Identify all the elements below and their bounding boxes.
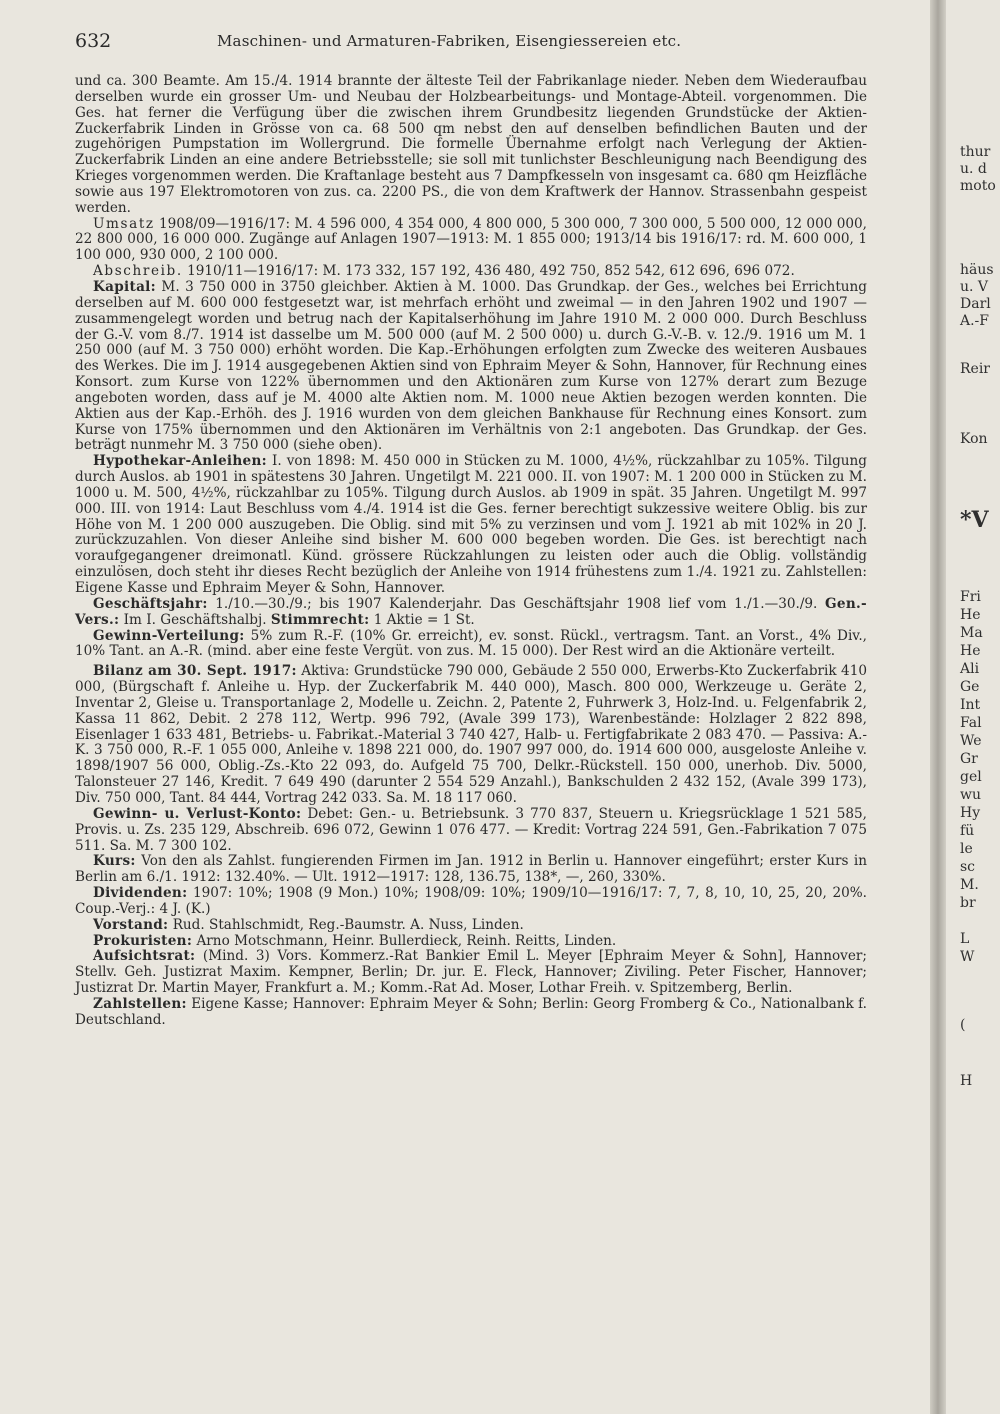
paragraph-gewinn-verlust [75,807,867,855]
paragraph-intro [75,74,867,217]
article-body [75,74,867,1029]
fragment: fü [960,823,975,839]
paragraph-kapital [75,280,867,454]
section-label: Kapital: [93,278,156,295]
paragraph-text: Von den als Zahlst. fungierenden Firmen im Jan. 1912 in Berlin u. Hannover eingeführt; erster Kurs in Berlin am 6./1. 1912: 132.40%. — Ult. 1912—1917: 128, 136.75, 138*, —, 260, 330%. [75,853,867,886]
section-label: Gewinn-Verteilung: [93,627,245,644]
book-gutter [930,0,946,1414]
fragment: thur [960,144,991,160]
fragment: u. d [960,161,987,177]
paragraph-text: Rud. Stahlschmidt, Reg.-Baumstr. A. Nuss, Linden. [168,916,524,933]
paragraph-text: Aktiva: Grundstücke 790 000, Gebäude 2 550 000, Erwerbs-Kto Zuckerfabrik 410 000, (Bürgschaft f. Anleihe u. Hyp. der Zuckerfabrik M. 440 000), Masch. 800 000, Werkzeuge u. Geräte 2, Inventar 2, Gleise u. Transportanlage 2, Modelle u. Zeichn. 2, Patente 2, Fuhrwerk 3, Holz-Ind. u. Felgenfabrik 2, Kassa 11 862, Debit. 2 278 112, Wertp. 996 792, (Avale 399 173), Warenbestände: Holzlager 2 822 898, Eisenlager 1 633 481, Betriebs- u. Fabrikat.-Material 3 740 427, Halb- u. Fertigfabrikate 2 083 470. — Passiva: A.-K. 3 750 000, R.-F. 1 055 000, Anleihe v. 1898 221 000, do. 1907 997 000, do. 1914 600 000, ausgeloste Anleihe v. 1898/1907 56 000, Oblig.-Zs.-Kto 22 093, do. Aufgeld 75 700, Delkr.-Rückstell. 150 000, unerhob. Div. 5000, Talonsteuer 27 146, Kredit. 7 649 490 (darunter 2 554 529 Anzahl.), Bankschulden 2 432 152, (Avale 399 173), Div. 750 000, Tant. 84 444, Vortrag 242 033. Sa. M. 18 117 060. [75,663,867,806]
paragraph-text: 1908/09—1916/17: M. 4 596 000, 4 354 000, 4 800 000, 5 300 000, 7 300 000, 5 500 000, 12 000 000, 22 800 000, 16 000 000. Zugänge auf Anlagen 1907—1913: M. 1 855 000; 1913/14 bis 1916/17: rd. M. 600 000, 1 100 000, 930 000, 2 100 000. [75,215,867,264]
paragraph-text: 5% zum R.-F. (10% Gr. erreicht), ev. sonst. Rückl., vertragsm. Tant. an Vorst., 4% Div., 10% Tant. an A.-R. (mind. aber eine feste Vergüt. von zus. M. 15 000). Der Rest wird an die Aktionäre verteilt. [75,627,867,660]
paragraph-gewinn-verteilung [75,629,867,661]
fragment: br [960,895,976,911]
fragment: Reir [960,361,990,377]
paragraph-text: 1907: 10%; 1908 (9 Mon.) 10%; 1908/09: 10%; 1909/10—1916/17: 7, 7, 8, 10, 10, 25, 20, 20%. Coup.-Verj.: 4 J. (K.) [75,885,867,917]
paragraph-text: und ca. 300 Beamte. Am 15./4. 1914 brannte der älteste Teil der Fabrikanlage nieder. Neben dem Wiederaufbau derselben wurde ein grosser Um- und Neubau der Holzbearbeitungs- und Montage-Abteil. vorgenommen. Die Ges. hat ferner die Verfügung über die zwischen ihrem Grundbesitz liegenden Grundstücke der Aktien-Zuckerfabrik Linden in Grösse von ca. 68 500 qm nebst den auf denselben befindlichen Bauten und der zugehörigen Pumpstation im Wollergrund. Die formelle Übernahme erfolgt nach Verlegung der Aktien-Zuckerfabrik Linden an eine andere Betriebsstelle; sie soll mit tunlichster Beschleunigung nach Beendigung des Krieges vorgenommen werden. Die Kraftanlage besteht aus 7 Dampfkesseln von insgesamt ca. 680 qm Heizfläche sowie aus 197 Elektromotoren von zus. ca. 2200 PS., die von dem Kraftwerk der Hannov. Strassenbahn gespeist werden. [75,73,867,216]
section-label: Geschäftsjahr: [93,595,208,612]
fragment: A.-F [960,313,990,329]
fragment: W [960,949,975,965]
section-label: Aufsichtsrat: [93,948,196,965]
fragment: Fal [960,715,982,731]
section-label-stimmrecht: Stimmrecht: [270,611,370,628]
paragraph-text: Debet: Gen.- u. Betriebsunk. 3 770 837, Steuern u. Kriegsrücklage 1 521 585, Provis. u. Zs. 235 129, Abschreib. 696 072, Gewinn 1 076 477. — Kredit: Vortrag 224 591, Gen.-Fabrikation 7 075 511. Sa. M. 7 300 102. [75,805,867,854]
paragraph-prokuristen [75,934,867,950]
section-label: Umsatz [93,215,155,232]
fragment: H [960,1073,973,1089]
paragraph-vorstand [75,918,867,934]
fragment: Hy [960,805,981,821]
paragraph-abschreibungen [75,264,867,280]
fragment: He [960,643,981,659]
paragraph-zahlstellen [75,997,867,1029]
fragment: L [960,931,970,947]
fragment: M. [960,877,979,893]
fragment: Kon [960,431,988,447]
page-number: 632 [75,30,112,52]
section-label: Kurs: [93,853,136,870]
fragment: u. V [960,279,989,295]
fragment: Fri [960,589,981,605]
paragraph-dividenden [75,886,867,918]
section-label: Dividenden: [93,885,188,902]
fragment: le [960,841,973,857]
paragraph-hypothekar-anleihen [75,454,867,597]
paragraph-kurs [75,854,867,886]
paragraph-text: I. von 1898: M. 450 000 in Stücken zu M. 1000, 4½%, rückzahlbar zu 105%. Tilgung durch Auslos. ab 1901 in spätestens 30 Jahren. Ungetilgt M. 221 000. II. von 1907: M. 1 200 000 in Stücken zu M. 1000 u. M. 500, 4½%, rückzahlbar zu 105%. Tilgung durch Auslos. ab 1909 in spät. 35 Jahren. Ungetilgt M. 997 000. III. von 1914: Laut Beschluss vom 4./4. 1914 ist die Ges. ferner berechtigt sukzessive weitere Oblig. bis zur Höhe von M. 1 200 000 auszugeben. Die Oblig. sind mit 5% zu verzinsen und vom J. 1921 ab mit 102% in 20 J. zurückzuzahlen. Von dieser Anleihe sind bisher M. 600 000 begeben worden. Die Ges. ist berechtigt nach voraufgegangener dreimonatl. Künd. grössere Rückzahlungen zu leisten oder auch die Oblig. vollständig einzulösen, doch steht ihr dieses Recht bezüglich der Anleihe von 1914 frühestens zum 1./4. 1921 zu. Zahlstellen: Eigene Kasse und Ephraim Meyer & Sohn, Hannover. [75,453,867,596]
fragment: Gr [960,751,978,767]
paragraph-text: M. 3 750 000 in 3750 gleichber. Aktien à M. 1000. Das Grundkap. der Ges., welches bei Errichtung derselben auf M. 600 000 festgesetzt war, ist mehrfach erhöht und zweimal — in den Jahren 1902 und 1907 — zusammengelegt worden und betrug nach der Kapitalserhöhung im Jahre 1910 M. 2 000 000. Durch Beschluss der G.-V. vom 8./7. 1914 ist dasselbe um M. 500 000 (auf M. 2 500 000) u. durch G.-V.-B. v. 12./9. 1916 um M. 1 250 000 (auf M. 3 750 000) erhöht worden. Die Kap.-Erhöhungen erfolgten zum Zwecke des weiteren Ausbaues des Werkes. Die im J. 1914 ausgegebenen Aktien sind von Ephraim Meyer & Sohn, Hannover, für Rechnung eines Konsort. zum Kurse von 122% übernommen und den Aktionären zum Kurse von 127% derart zum Bezuge angeboten worden, dass auf je M. 4000 alte Aktien nom. M. 1000 neue Aktien bezogen werden konnten. Die Aktien aus der Kap.-Erhöh. des J. 1916 wurden von dem gleichen Bankhause für Rechnung eines Konsort. zum Kurse von 175% übernommen und den Aktionären im Verhältnis von 2:1 angeboten. Das Grundkap. der Ges. beträgt nunmehr M. 3 750 000 (siehe oben). [75,278,867,454]
section-label: Vorstand: [93,916,169,933]
fragment: Int [960,697,981,713]
fragment: Ma [960,625,983,641]
paragraph-bilanz [75,664,867,807]
fragment: häus [960,262,994,278]
section-label: Zahlstellen: [93,995,187,1012]
fragment: sc [960,859,976,875]
paragraph-text: Eigene Kasse; Hannover: Ephraim Meyer & Sohn; Berlin: Georg Fromberg & Co., Nationalbank f. Deutschland. [75,995,867,1028]
paragraph-text: 1 Aktie = 1 St. [369,611,475,628]
adjacent-page-edge [946,0,1000,1414]
section-label: Hypothekar-Anleihen: [93,453,267,470]
running-title: Maschinen- und Armaturen-Fabriken, Eisengiessereien etc. [217,32,682,50]
fragment: wu [960,787,981,803]
paragraph-aufsichtsrat [75,949,867,997]
paragraph-text: Arno Motschmann, Heinr. Bullerdieck, Reinh. Reitts, Linden. [192,932,617,949]
fragment: Darl [960,296,991,312]
section-label: Prokuristen: [93,932,193,949]
paragraph-geschaeftsjahr [75,597,867,629]
paragraph-text: 1./10.—30./9.; bis 1907 Kalenderjahr. Das Geschäftsjahr 1908 lief vom 1./1.—30./9. [207,595,825,612]
fragment: ( [960,1017,966,1033]
fragment: He [960,607,981,623]
paragraph-text: Im I. Geschäftshalbj. [119,611,271,628]
section-label-gen-vers: Gen.-Vers.: [75,595,867,628]
fragment: Ali [960,661,980,677]
section-label: Bilanz am 30. Sept. 1917: [93,663,297,680]
section-label: Gewinn- u. Verlust-Konto: [93,805,302,822]
fragment: moto [960,178,996,194]
fragment: Ge [960,679,980,695]
fragment: We [960,733,982,749]
paragraph-text: (Mind. 3) Vors. Kommerz.-Rat Bankier Emil L. Meyer [Ephraim Meyer & Sohn], Hannover; Stellv. Geh. Justizrat Maxim. Kempner, Berlin; Dr. jur. E. Fleck, Hannover; Ziviling. Peter Fischer, Hannover; Justizrat Dr. Martin Mayer, Frankfurt a. M.; Komm.-Rat Ad. Moser, Lothar Freih. v. Spitzemberg, Berlin. [75,948,867,997]
paragraph-text: 1910/11—1916/17: M. 173 332, 157 192, 436 480, 492 750, 852 542, 612 696, 696 072. [182,263,795,280]
section-label: Abschreib. [93,263,183,280]
fragment-heading: *V [960,507,989,533]
fragment: gel [960,769,982,785]
paragraph-umsatz [75,217,867,265]
